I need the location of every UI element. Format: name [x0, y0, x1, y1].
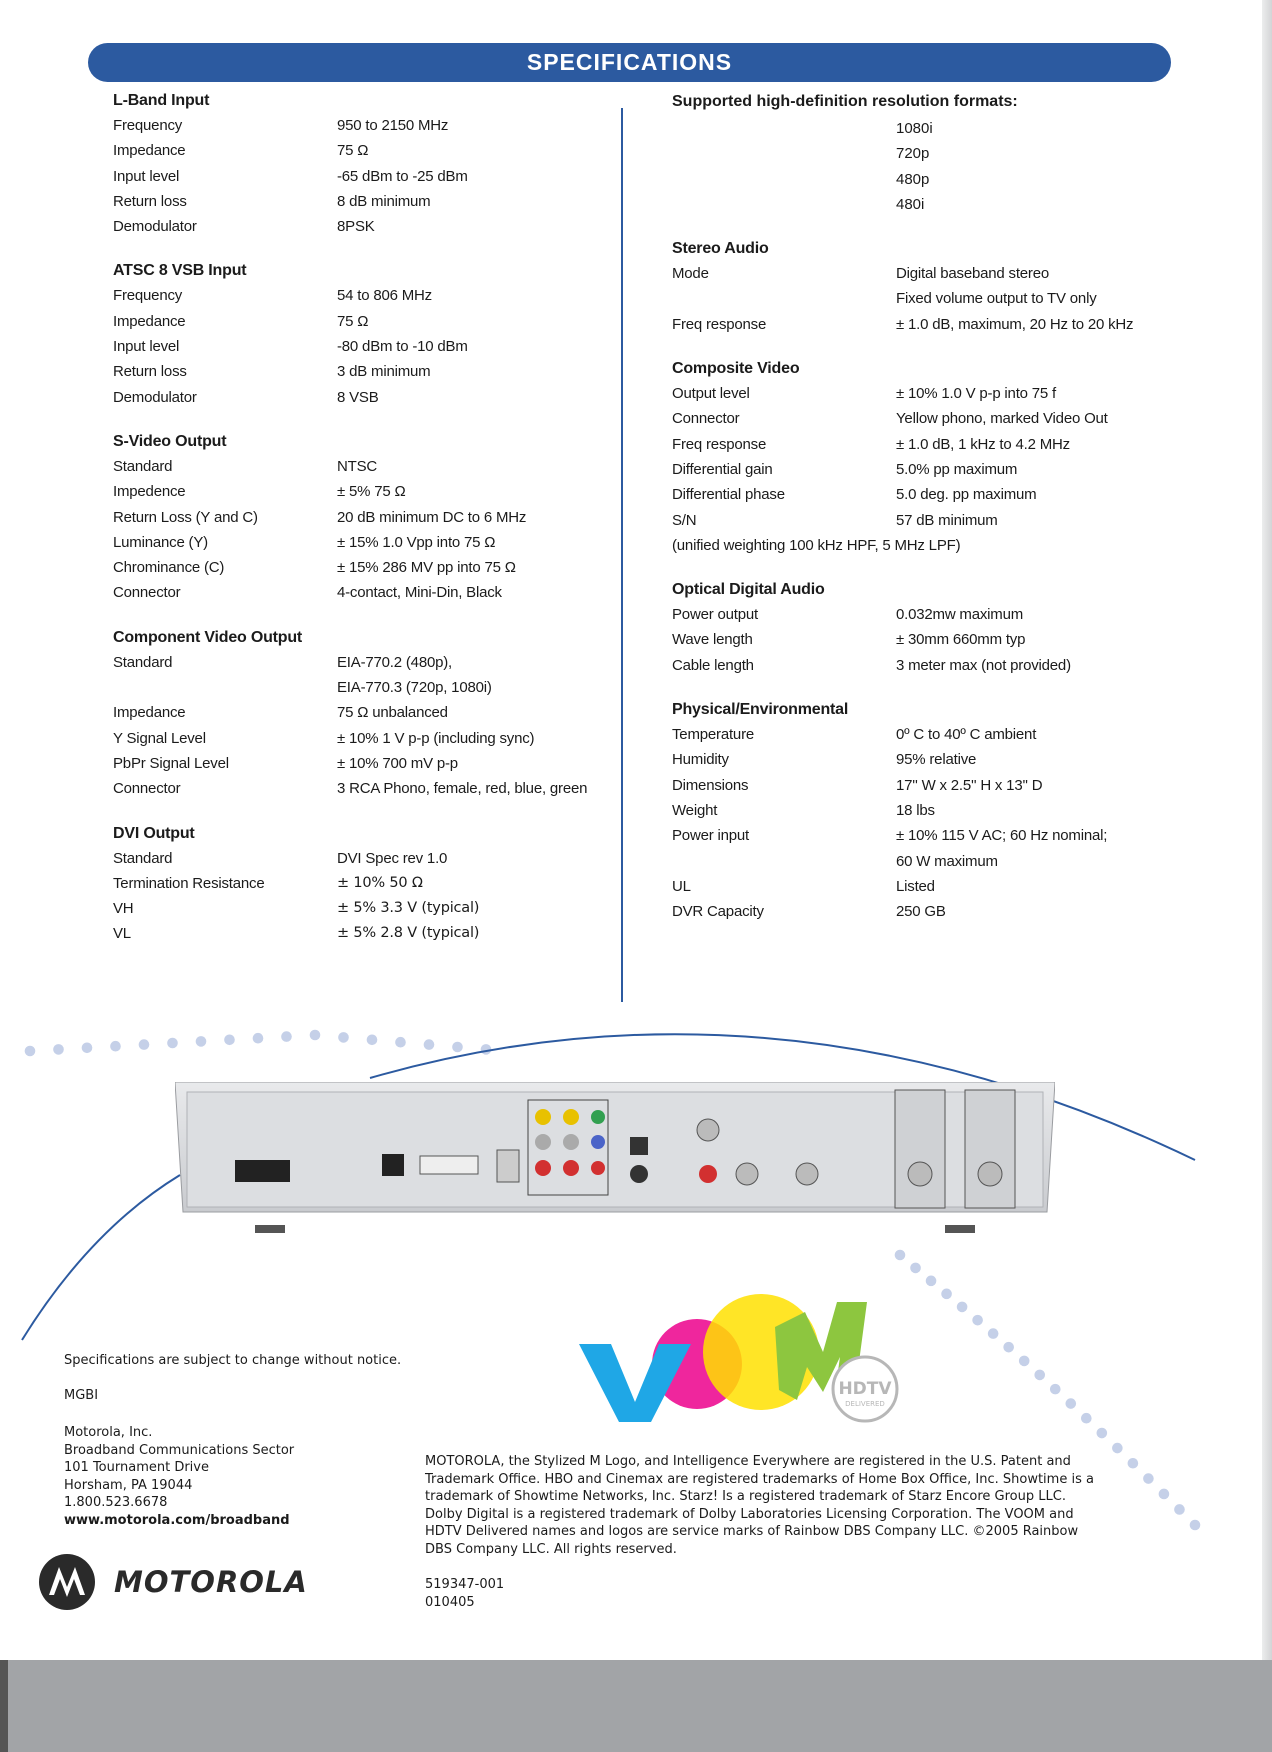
- spec-row: [113, 479, 603, 504]
- spec-label: Impedence: [113, 483, 186, 501]
- spec-value: 0.032mw maximum: [896, 606, 1024, 624]
- specifications-banner: SPECIFICATIONS: [88, 43, 1171, 82]
- spec-row: [113, 726, 603, 751]
- spec-value: 18 lbs: [896, 801, 935, 819]
- spec-label: Demodulator: [113, 218, 197, 236]
- spec-value: 95% relative: [896, 751, 977, 769]
- spec-row: [672, 508, 1152, 533]
- spec-value: ± 10% 1.0 V p-p into 75 f: [896, 385, 1057, 403]
- spec-value: 3 dB minimum: [337, 363, 431, 381]
- spec-label: PbPr Signal Level: [113, 754, 229, 772]
- spec-label: Power output: [672, 606, 758, 624]
- spec-value: -80 dBm to -10 dBm: [337, 338, 468, 356]
- spec-label: Standard: [113, 849, 173, 867]
- spec-label: Return Loss (Y and C): [113, 508, 258, 526]
- spec-value: -65 dBm to -25 dBm: [337, 167, 468, 185]
- spec-value: ± 5% 2.8 V (typical): [337, 925, 480, 942]
- spec-label: Input level: [113, 167, 180, 185]
- spec-value: 54 to 806 MHz: [337, 287, 432, 305]
- spec-label: Connector: [672, 410, 740, 428]
- spec-row: [672, 261, 1152, 286]
- section-title: DVI Output: [113, 824, 195, 842]
- spec-row: [672, 406, 1152, 431]
- left-spec-column: [113, 88, 603, 966]
- spec-value: 3 meter max (not provided): [896, 656, 1071, 674]
- spec-label: Output level: [672, 385, 750, 403]
- spec-label: Freq response: [672, 435, 767, 453]
- spec-label: Dimensions: [672, 776, 749, 794]
- spec-label: Differential phase: [672, 486, 785, 504]
- section-title: L-Band Input: [113, 92, 210, 109]
- motorola-brand: [38, 1553, 308, 1611]
- spec-row: [113, 359, 603, 384]
- spec-label: Weight: [672, 801, 718, 819]
- spec-value: 57 dB minimum: [896, 511, 998, 529]
- spec-value: ± 10% 700 mV p-p: [337, 754, 458, 772]
- spec-label: Frequency: [113, 117, 183, 134]
- spec-value: ± 1.0 dB, 1 kHz to 4.2 MHz: [896, 435, 1070, 453]
- spec-label: Standard: [113, 457, 173, 475]
- section-title: Optical Digital Audio: [672, 581, 825, 599]
- spec-row: [672, 773, 1152, 798]
- spec-label: [672, 286, 896, 311]
- spec-value: Fixed volume output to TV only: [896, 290, 1097, 308]
- spec-label: VL: [113, 925, 131, 943]
- spec-label: Connector: [113, 780, 181, 798]
- spec-label: Humidity: [672, 751, 729, 769]
- spec-value: 5.0% pp maximum: [896, 460, 1018, 478]
- spec-label: Return loss: [113, 363, 187, 381]
- spec-section: [672, 356, 1152, 558]
- hd-format-item: 480p: [896, 170, 930, 188]
- spec-label: Luminance (Y): [113, 533, 208, 551]
- spec-section: [113, 821, 603, 947]
- spec-label: Impedance: [113, 312, 186, 330]
- spec-row: [672, 899, 1152, 924]
- spec-value: 250 GB: [896, 903, 946, 921]
- spec-label: Y Signal Level: [113, 729, 206, 747]
- spec-row: [672, 798, 1152, 823]
- section-title: S-Video Output: [113, 432, 227, 450]
- spec-value: 3 RCA Phono, female, red, blue, green: [337, 780, 588, 798]
- address-line: Horsham, PA 19044: [64, 1477, 193, 1493]
- set-top-box-rear-panel-image: [175, 1082, 1055, 1234]
- spec-row: [672, 602, 1152, 627]
- spec-label: Demodulator: [113, 388, 197, 406]
- spec-value: ± 10% 1 V p-p (including sync): [337, 729, 535, 747]
- hd-format-item: 1080i: [896, 120, 933, 137]
- section-title: Stereo Audio: [672, 240, 769, 258]
- spec-label: Impedance: [113, 704, 186, 722]
- company-address: [64, 1424, 294, 1530]
- spec-label: Frequency: [113, 287, 183, 305]
- spec-label: Termination Resistance: [113, 874, 265, 892]
- section-title: Physical/Environmental: [672, 701, 849, 719]
- spec-value: ± 5% 3.3 V (typical): [337, 900, 480, 917]
- svg-text:DELIVERED: DELIVERED: [845, 1400, 885, 1408]
- spec-value: DVI Spec rev 1.0: [337, 849, 448, 867]
- spec-section: [672, 577, 1152, 678]
- spec-row: [113, 283, 603, 308]
- spec-row: [672, 722, 1152, 747]
- spec-row: [113, 189, 603, 214]
- spec-value: ± 15% 1.0 Vpp into 75 Ω: [337, 533, 496, 551]
- spec-value: 8PSK: [337, 218, 375, 236]
- spec-row: [113, 334, 603, 359]
- spec-section: [113, 625, 603, 802]
- spec-row: [113, 871, 603, 896]
- document-code: 010405: [425, 1594, 475, 1610]
- spec-value: Yellow phono, marked Video Out: [896, 410, 1108, 428]
- spec-row: [113, 751, 603, 776]
- spec-section: [113, 429, 603, 606]
- spec-value: 75 Ω: [337, 142, 369, 160]
- spec-value: Listed: [896, 877, 935, 895]
- phone-number: 1.800.523.6678: [64, 1495, 168, 1511]
- spec-value: 8 VSB: [337, 388, 379, 406]
- voom-hdtv-logo: [575, 1272, 915, 1432]
- address-line: 101 Tournament Drive: [64, 1460, 209, 1476]
- right-spec-column: [672, 88, 1152, 943]
- spec-label: UL: [672, 877, 691, 895]
- spec-row: [672, 432, 1152, 457]
- spec-row: [672, 653, 1152, 678]
- legal-notice: MOTOROLA, the Stylized M Logo, and Intelligence Everywhere are registered in the U.S. Patent and Trademark Office. HBO and Cinemax are registered trademarks of Home Box Office, Inc. Showtime is a trademark of Showtime Networks, Inc. Starz! Is a registered trademark of Starz Encore Group LLC. Dolby Digital is a registered trademark of Dolby Laboratories Licensing Corporation. The VOOM and HDTV Delivered names and logos are service marks of Rainbow DBS Company LLC. ©2005 Rainbow DBS Company LLC. All rights reserved.: [425, 1454, 1094, 1557]
- website-link[interactable]: www.motorola.com/broadband: [64, 1512, 290, 1528]
- spec-label: Differential gain: [672, 460, 773, 478]
- spec-value: 8 dB minimum: [337, 192, 431, 210]
- address-line: Broadband Communications Sector: [64, 1442, 295, 1458]
- spec-value: ± 15% 286 MV pp into 75 Ω: [337, 559, 516, 577]
- spec-row: [113, 454, 603, 479]
- spec-label: Input level: [113, 338, 180, 356]
- spec-label: VH: [113, 900, 134, 918]
- hd-formats-section: [672, 88, 1152, 217]
- spec-row: [672, 457, 1152, 482]
- motorola-wordmark: MOTOROLA: [114, 1565, 308, 1599]
- spec-row: [113, 580, 603, 605]
- spec-value: ± 10% 115 V AC; 60 Hz nominal; 60 W maximum: [896, 827, 1108, 870]
- spec-row: [113, 113, 603, 138]
- spec-label: Temperature: [672, 726, 755, 744]
- spec-row: [672, 627, 1152, 652]
- hd-formats-title: Supported high-definition resolution formats:: [672, 93, 1018, 110]
- spec-value: ± 1.0 dB, maximum, 20 Hz to 20 kHz: [896, 315, 1134, 333]
- spec-value: EIA-770.2 (480p), EIA-770.3 (720p, 1080i): [337, 653, 492, 697]
- spec-row: [113, 700, 603, 725]
- spec-row: [113, 505, 603, 530]
- mgbi-label: MGBI: [64, 1388, 99, 1403]
- spec-row: [672, 482, 1152, 507]
- spec-row: [672, 874, 1152, 899]
- spec-value: ± 30mm 660mm typ: [896, 631, 1026, 649]
- spec-value: ± 10% 50 Ω: [337, 874, 423, 891]
- spec-row: [113, 385, 603, 410]
- spec-label: Connector: [113, 584, 181, 602]
- spec-value: 5.0 deg. pp maximum: [896, 486, 1037, 504]
- section-title: Composite Video: [672, 360, 800, 378]
- spec-value: Digital baseband stereo: [896, 265, 1050, 283]
- page-edge: [1262, 0, 1272, 1660]
- spec-note: (unified weighting 100 kHz HPF, 5 MHz LPF): [672, 536, 961, 554]
- spec-value: NTSC: [337, 457, 378, 475]
- spec-value: 75 Ω: [337, 312, 369, 330]
- spec-value: 0º C to 40º C ambient: [896, 726, 1037, 744]
- spec-row: [113, 650, 603, 701]
- spec-row: [672, 747, 1152, 772]
- spec-section: [113, 258, 603, 409]
- spec-value: 20 dB minimum DC to 6 MHz: [337, 508, 527, 526]
- spec-row: [672, 823, 1152, 874]
- spec-label: Wave length: [672, 631, 753, 649]
- scan-background: [0, 1660, 1272, 1752]
- spec-row: [672, 312, 1152, 337]
- address-line: Motorola, Inc.: [64, 1425, 153, 1440]
- hd-format-item: 720p: [896, 145, 930, 163]
- spec-section: [672, 236, 1152, 337]
- spec-label: Return loss: [113, 192, 187, 210]
- motorola-logo-icon: [38, 1553, 96, 1611]
- spec-value: ± 5% 75 Ω: [337, 483, 406, 501]
- spec-label: Impedance: [113, 142, 186, 160]
- spec-row: [672, 286, 1152, 311]
- spec-row: [113, 555, 603, 580]
- spec-row: [113, 896, 603, 921]
- spec-section: [672, 697, 1152, 924]
- spec-label: DVR Capacity: [672, 903, 764, 921]
- document-code: 519347-001: [425, 1577, 505, 1592]
- spec-label: Freq response: [672, 315, 767, 333]
- spec-label: S/N: [672, 511, 697, 529]
- spec-row: [113, 214, 603, 239]
- svg-text:HDTV: HDTV: [838, 1379, 892, 1399]
- column-divider: [621, 108, 623, 1002]
- spec-value: 950 to 2150 MHz: [337, 117, 449, 134]
- spec-row: [113, 846, 603, 871]
- spec-row: [113, 921, 603, 946]
- spec-row: [113, 530, 603, 555]
- spec-row: [113, 138, 603, 163]
- document-codes: [425, 1576, 504, 1611]
- spec-value: 17'' W x 2.5'' H x 13'' D: [896, 776, 1043, 794]
- spec-row: [113, 309, 603, 334]
- spec-label: Standard: [113, 653, 173, 671]
- section-title: Component Video Output: [113, 628, 303, 646]
- spec-row: [113, 164, 603, 189]
- spec-label: Cable length: [672, 656, 754, 674]
- spec-row: [113, 776, 603, 801]
- change-notice: Specifications are subject to change without notice.: [64, 1353, 402, 1368]
- spec-label: Power input: [672, 827, 750, 845]
- spec-row: [672, 381, 1152, 406]
- spec-value: 75 Ω unbalanced: [337, 704, 448, 722]
- spec-label: Chrominance (C): [113, 559, 225, 577]
- spec-label: Mode: [672, 265, 709, 283]
- spec-value: 4-contact, Mini-Din, Black: [337, 584, 502, 602]
- section-title: ATSC 8 VSB Input: [113, 262, 247, 280]
- spec-section: [113, 88, 603, 239]
- hd-format-item: 480i: [896, 195, 925, 213]
